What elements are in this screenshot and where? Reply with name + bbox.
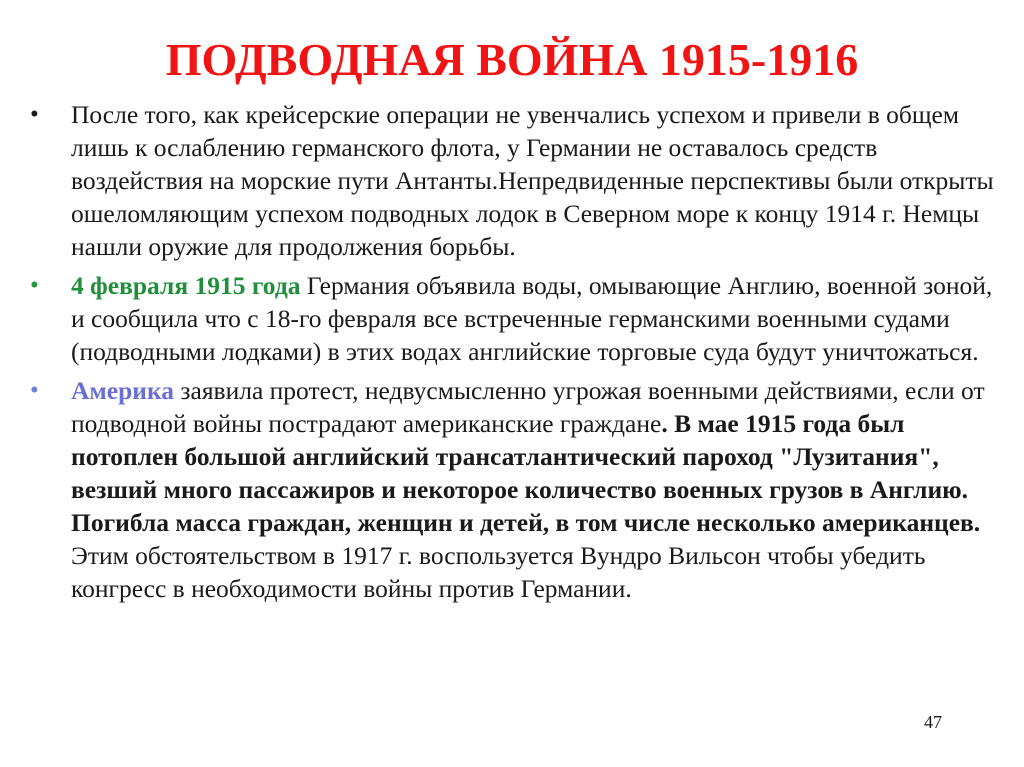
bullet-list <box>30 98 1002 613</box>
bullet-bold-text: . В мае 1915 года был потоплен большой английский трансатлантический пароход "Лузитания", везший много пассажиров и некоторое количество военных грузов в Англию. Погибла масса граждан, женщин и детей, в том числе несколько американцев. <box>71 409 981 537</box>
bullet-text: После того, как крейсерские операции не увенчались успехом и привели в общем лишь к ослаблению германского флота, у Германии не оставалось средств воздействия на морские пути Антанты.Непредвиденные перспективы были открыты ошеломляющим успехом подводных лодок в Северном море к концу 1914 г. Немцы нашли оружие для продолжения борьбы. <box>71 100 994 261</box>
bullet-text: Этим обстоятельством в 1917 г. воспользуется Вундро Вильсон чтобы убедить конгресс в необходимости войны против Германии. <box>71 541 926 603</box>
bullet-item-2 <box>30 269 1002 368</box>
page-number: 47 <box>924 712 942 732</box>
bullet-marker: • <box>30 377 39 404</box>
bullet-item-3 <box>30 374 1002 605</box>
bullet-marker: • <box>30 272 39 299</box>
bullet-marker: • <box>30 101 39 128</box>
country-highlight: Америка <box>71 376 175 405</box>
bullet-text: Германия объявила воды, омывающие Англию, военной зоной, и сообщила что с 18-го февраля все встреченные германскими военными судами (подводными лодками) в этих водах английские торговые суда будут уничтожаться. <box>71 271 993 366</box>
slide-title: ПОДВОДНАЯ ВОЙНА 1915-1916 <box>165 34 859 85</box>
bullet-text: заявила протест, недвусмысленно угрожая военными действиями, если от подводной войны пострадают американские граждане <box>71 376 985 438</box>
date-highlight: 4 февраля 1915 года <box>71 271 301 300</box>
bullet-item-1 <box>30 98 1002 263</box>
